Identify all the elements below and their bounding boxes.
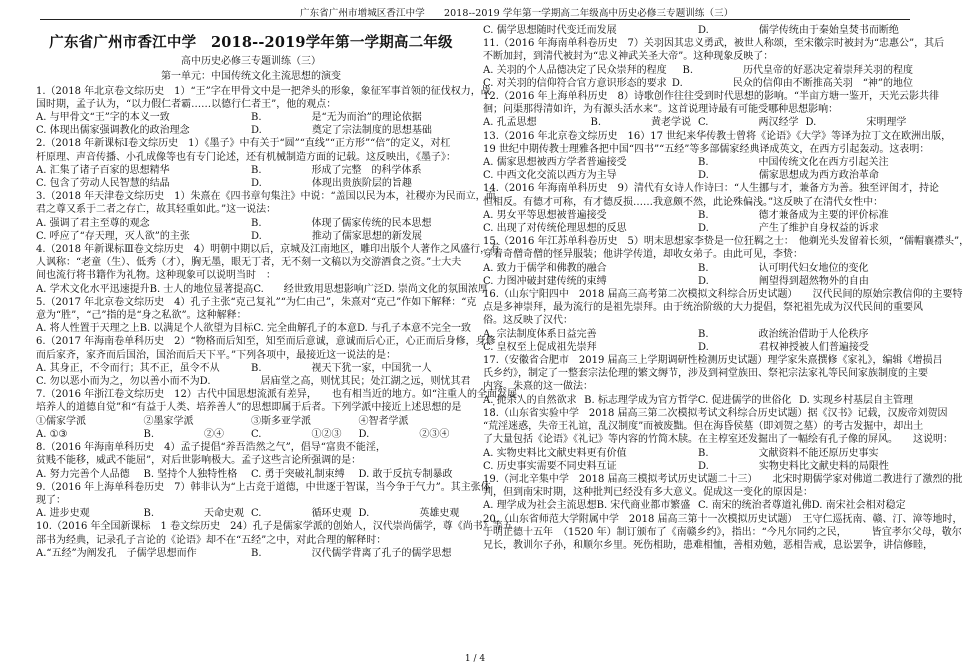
answer-option: C. 经世致用思想影响广泛	[253, 283, 384, 295]
answer-option: D. 崇尚文化的氛围浓厚	[383, 283, 488, 295]
question-text-line: 徊；问渠那得清如许，为有源头活水来”。这首说理诗最有可能受哪种思想影响：	[483, 104, 839, 116]
answer-option: D. 体现出贵族阶层的旨趣	[251, 178, 412, 190]
answer-option: ④智者学派	[358, 415, 409, 427]
answer-option: B. 标志理学成为官方哲学	[584, 394, 698, 406]
answer-option: B. 视天下犹一家，中国犹一人	[251, 362, 432, 374]
answer-options-row	[483, 64, 913, 77]
answer-options-row	[36, 177, 466, 190]
answer-option: C. 体现出儒家强调教化的政治理念	[36, 125, 190, 137]
question-text-line: 7.（2016 年浙江卷文综历史 12）古代中国思想流派有差异， 也有相当近的地方。如“注重人的全面发展、	[36, 389, 528, 401]
answer-option: B. 文献资料不能还原历史事实	[698, 447, 879, 459]
answer-option: B. ②④	[143, 428, 225, 440]
question-text-line: 4.（2018 年新课标Ⅲ卷文综历史 4）明朝中期以后，京城及江南地区，雕印出版个人著作之风盛行，有	[36, 244, 501, 256]
answer-option: C. ①②③	[251, 428, 342, 440]
answer-option: B. 士人的地位显著提高	[149, 283, 254, 295]
question-text-line: 12.（2016 年上海单科历史 8）诗歌创作往往受到时代思想的影响。“半亩方塘一鉴开，天光云影共徘	[483, 91, 940, 103]
answer-option: D. 阐望得到超然物外的自由	[698, 275, 869, 287]
answer-options-row	[483, 328, 913, 341]
question-text-line: 14.（2016 年海南单科历史 9）清代有女诗人作诗曰：“人生挪与才，兼备方为善。独至评闺才，持论	[483, 183, 940, 195]
unit-heading: 第一单元：中国传统文化主流思想的演变	[161, 71, 341, 83]
answer-option: B. 黄老学说	[590, 117, 692, 129]
answer-options-row	[483, 275, 913, 288]
answer-option: D. 南宋社会相对稳定	[811, 500, 906, 512]
question-text-line: 于明正德十五年 （1520 年）制订颁布了《南赣乡约》，指出：“今凡尔同约之民， 皆宜孝尔父母，敬尔	[483, 526, 962, 538]
answer-option: A. 强调了君主至尊的观念	[36, 217, 150, 229]
answer-option: D. 儒学传统由于秦始皇焚书而断绝	[698, 25, 899, 36]
answer-options-row	[36, 217, 466, 230]
page-number: 1 / 4	[464, 654, 486, 664]
answer-options-row	[36, 111, 466, 124]
question-text-line: 19.（河北辛集中学 2018 届高三模拟考试历史试题二十三） 北宋时期儒学家对佛道二教进行了激烈的批	[483, 473, 963, 485]
answer-option: A. 男女平等思想被普遍接受	[483, 209, 607, 221]
question-text-line: 而后家齐，家齐而后国治，国治而后天下平。”下列各项中，最接近这一说法的是：	[36, 349, 397, 361]
question-text-line: 氏乡约》，制定了一整套宗法伦理的繁文缛节，涉及到祠堂族田、祭祀宗法家礼等民间家族制度的主要	[483, 368, 928, 380]
page-header: 广东省广州市增城区香江中学 2018--2019 学年第一学期高二年级高中历史必修三专题训练（三）	[300, 8, 734, 19]
question-text-line: 现了：	[36, 494, 66, 506]
right-question-list	[483, 24, 969, 552]
question-text-line: 不断加封，到清代被封为“忠义神武关圣大帝”。这种现象反映了：	[483, 51, 774, 63]
answer-option: A. 学术文化水平迅速提升	[36, 283, 150, 295]
answer-option: D. 奠定了宗法制度的思想基础	[251, 125, 432, 137]
answer-options-row	[36, 547, 466, 560]
answer-option: B. 天命史观	[143, 508, 245, 520]
answer-options-row	[36, 507, 466, 520]
question-text-line: 13.（2016 年北京卷文综历史 16）17 世纪来华传教士曾将《论语》《大学》等译为拉丁文在欧洲出版，	[483, 130, 952, 142]
question-text-line: 15.（2016 年江苏单科卷历史 5）明末思想家李贽是一位狂羁之士： 他剃光头发留着长须，“儒帽襄襟头”，	[483, 236, 969, 248]
answer-option: C. 循环史观	[251, 508, 352, 520]
answer-option: B. 坚持个人独特性格	[143, 468, 238, 480]
question-text-line: 俗。这反映了汉代：	[483, 315, 573, 327]
answer-option: D. 民众的信仰由不断推高关羽 “神”的地位	[671, 77, 913, 89]
answer-option: ①儒家学派	[36, 415, 86, 427]
answer-option: A. ①③	[36, 428, 68, 440]
question-text-line: 20.（山东省师范大学附属中学 2018 届高三第十一次模拟历史试题） 王守仁巡抚南、赣、汀、漳等地时，	[483, 513, 963, 525]
answer-option: D. 宋明理学	[805, 117, 907, 129]
answer-options-row	[36, 124, 466, 137]
answer-option: D. 居庙堂之高，则忧其民；处江湖之远，则忧其君	[199, 376, 471, 388]
question-text-line: 穿着奇僧奇僧的怪异服装；他讲学传道，却收女弟子。由此可见，李贽：	[483, 249, 803, 261]
answer-option: ③斯多亚学派	[251, 415, 311, 427]
answer-options-row	[36, 362, 466, 375]
answer-option: C. 勿以恶小而为之，勿以善小而不为	[36, 376, 200, 388]
question-text-line: 16.（山东宁阳四中 2018 届高三高考第二次模拟文科综合历史试题） 汉代民间的原始宗教信仰的主要特	[483, 289, 963, 301]
question-text-line: 点是多神崇拜，最为流行的是祖先崇拜。由于统治阶级的大力提倡，祭祀祖先成为汉代民间的重要风	[483, 302, 923, 314]
answer-option: D. 产生了维护自身权益的诉求	[698, 223, 879, 235]
question-text-line: 意为“胜”，“己”指的是“身之私欲”。这种解释：	[36, 310, 247, 322]
answer-option: B. 德才兼备成为主要的评价标准	[698, 209, 889, 221]
answer-options-row	[483, 262, 913, 275]
answer-option: C. 皇权至上促成祖先崇拜	[483, 341, 597, 353]
question-text-line: 1.（2018 年北京卷文综历史 1）“王”字在甲骨文中是一把斧头的形象，象征军事首领的征伐权力，战	[36, 85, 491, 97]
answer-option: B. 政治统治借助于人伦秩序	[698, 328, 869, 340]
answer-option: B. 中国传统文化在西方引起关注	[698, 157, 889, 169]
question-text-line: 19 世纪中期传教士理雅各把中国“四书”“五经”等多部儒家经典译成英文，在西方引起轰动。这表明：	[483, 143, 930, 155]
exam-title: 广东省广州市香江中学 2018--2019学年第一学期高二年级	[49, 34, 453, 51]
answer-option: C. 历史事实需要不同史料互证	[483, 460, 617, 472]
question-text-line: 判，但到南宋时期，这种批判已经没有多大意义。促成这一变化的原因是：	[483, 487, 813, 499]
question-text-line: 内容。朱熹的这一做法：	[483, 381, 593, 393]
answer-option: B. 以满足个人欲望为目标	[139, 323, 254, 335]
answer-options-row	[483, 209, 913, 222]
answer-options-row	[483, 169, 913, 182]
question-text-line: 3.（2018 年天津卷文综历史 1）朱熹在《四书章句集注》中说：“盖国以民为本，社稷亦为民而立，而	[36, 191, 496, 203]
answer-option: A.“五经”为阐发孔 子儒学思想而作	[36, 547, 197, 559]
answer-options-row	[483, 460, 913, 473]
answer-option: C. 出现了对传统伦理思想的反思	[483, 223, 627, 235]
question-text-line: 人讽称：“老童（生）、低秀（才），胸无墨，眼无丁者，无不刻一文稿以为交游酒食之资。”士大夫	[36, 257, 462, 269]
question-text-line: 间也流行将书籍作为礼物。这种现象可以说明当时 ：	[36, 270, 276, 282]
answer-option: A. 孔孟思想	[483, 117, 537, 129]
question-text-line: 了大量包括《论语》《礼记》等内容的竹简木牍。在主椁室还发掘出了一幅绘有孔子像的屏风。 这说明：	[483, 434, 953, 446]
right-column	[483, 24, 969, 552]
header-divider	[40, 19, 910, 20]
question-text-line: 18.（山东省实验中学 2018 届高三第二次模拟考试文科综合历史试题）据《汉书》记载，汉废帝刘贺因	[483, 407, 948, 419]
answer-options-row	[36, 230, 466, 243]
question-text-line: “荒淫迷惑，失帝王礼谊，乱汉制度”而被废黜。但在海昏侯墓（即刘贺之墓）的考古发掘中，却出土	[483, 421, 924, 433]
answer-options-row	[483, 222, 913, 235]
answer-option: C. 儒学思想随时代变迁而发展	[483, 25, 617, 36]
answer-options-row	[36, 164, 466, 177]
answer-options-row	[36, 468, 466, 481]
answer-option: D. 英雄史观	[358, 508, 460, 520]
question-text-line: 8.（2016 年海南单科历史 4）孟子提倡“养吾浩然之气”，倡导“富贵不能淫，	[36, 442, 386, 454]
answer-option: A. 实物史料比文献史料更有价值	[483, 447, 627, 459]
answer-option: D. 实物史料比文献史料的局限性	[698, 460, 889, 472]
question-text-line: 杆原理、声音传播、小孔成像等也有专门论述，还有机械制造方面的记载。这反映出，《墨子》：	[36, 151, 456, 163]
answer-options-row	[483, 341, 913, 354]
answer-option: A. 理学成为社会主流思想	[483, 500, 597, 512]
question-text-line: 2.（2018 年新课标Ⅰ卷文综历史 1）《墨子》中有关于“圆”“直线”“正方形”“倍”的定义，对杠	[36, 138, 451, 150]
answer-option: C. 力图冲破封建传统的束缚	[483, 275, 607, 287]
answer-option: D. 实现乡村基层自主管理	[798, 394, 913, 406]
answer-options-row	[36, 428, 466, 441]
answer-options-row	[483, 24, 913, 37]
answer-option: A. 宗法制度体系日益完善	[483, 328, 597, 340]
answer-option: C. 南宋的统治者尊道礼佛	[697, 500, 812, 512]
answer-option: B. 体现了儒家传统的民本思想	[251, 217, 432, 229]
answer-option: A. 其身正，不令而行；其不正，虽令不从	[36, 362, 220, 374]
answer-option: C. 对关羽的信仰符合官方意识形态的要求	[483, 77, 667, 89]
answer-options-row	[36, 322, 471, 335]
answer-option: A. 致力于儒学和佛教的融合	[483, 262, 607, 274]
answer-option: A. 与甲骨文“王”字的本义一致	[36, 112, 170, 124]
answer-option: A. 关羽的个人品德决定了民众崇拜的程度	[483, 64, 667, 76]
answer-option: D. 敢于反抗专制暴政	[358, 468, 453, 480]
answer-option: A. 汇集了诸子百家的思想精华	[36, 164, 170, 176]
answer-option: D. 与孔子本意不完全一致	[356, 323, 471, 335]
answer-options-row	[483, 116, 913, 129]
answer-option: D. 儒家思想成为西方政治革命	[698, 170, 879, 182]
question-text-line: 培养人的道德自觉”和“有益于人类、培养善人”的思想即属于后者。下列学派中接近上述思想的是 ：	[36, 402, 502, 414]
question-text-line: 贫贱不能移，威武不能屈”，对后世影响极大。孟子这些言论所强调的是：	[36, 455, 362, 467]
answer-option: A. 儒家思想被西方学者普遍接受	[483, 157, 627, 169]
answer-option: C. 呼应了“存天理，灭人欲”的主张	[36, 230, 190, 242]
answer-option: B. 形成了完整 的科学体系	[251, 164, 422, 176]
answer-option: C. 中西文化交流以西方为主导	[483, 170, 617, 182]
answer-option: B. 历代皇帝的好恶决定着崇拜关羽的程度	[682, 64, 913, 76]
exam-subtitle: 高中历史必修三专题训练（三）	[181, 56, 321, 68]
answer-options-row	[36, 415, 466, 428]
question-text-line: 11.（2016 年海南单科卷历史 7）关羽因其忠义勇武，被世人称颂，至宋徽宗时被封为“忠惠公”，其后	[483, 38, 945, 50]
answer-option: B. 认可明代妇女地位的变化	[698, 262, 869, 274]
question-text-line: 10.（2016 年全国新课标 1 卷文综历史 24）孔子是儒家学派的创始人，汉代崇尚儒学，尊《尚书》等五	[36, 521, 513, 533]
answer-options-row	[483, 77, 913, 90]
answer-option: D. 君权神授被人们普遍接受	[698, 341, 869, 353]
question-text-line: 9.（2016 年上海单科卷历史 7）韩非认为“上古竞于道德，中世逐于智谋，当今争于气力”。其主张体	[36, 481, 491, 493]
answer-option: C. 两汉经学	[698, 117, 799, 129]
question-text-line: 兄长，教训尔子孙，和顺尔乡里。死伤相助，患难相恤，善相劝勉，恶相告戒，息讼罢争，讲信修睦，	[483, 539, 933, 551]
answer-options-row	[36, 283, 488, 296]
question-text-line: 国时期，孟子认为，“以力假仁者霸……以德行仁者王”，他的观点：	[36, 98, 337, 110]
answer-option: D. 推动了儒家思想的新发展	[251, 230, 422, 242]
answer-option: A. 将人性置于天理之上	[36, 323, 140, 335]
answer-option: C. 包含了劳动人民智慧的结晶	[36, 178, 170, 190]
question-text-line: 部书为经典，记录孔子言论的《论语》却不在“五经”之中，对此合理的解释时：	[36, 534, 387, 546]
answer-options-row	[483, 156, 913, 169]
answer-option: C. 勇于突破礼制束缚	[251, 468, 345, 480]
answer-options-row	[483, 499, 913, 512]
answer-option: A. 进步史观	[36, 508, 90, 520]
answer-option: C. 促进儒学的世俗化	[697, 394, 792, 406]
answer-options-row	[36, 375, 471, 388]
answer-option: B. 是“无为而治”的理论依据	[251, 112, 422, 124]
answer-option: A. 努力完善个人品德	[36, 468, 130, 480]
answer-option: A. 扼杀人的自然欲求	[483, 394, 577, 406]
answer-option: D. ②③④	[358, 428, 450, 440]
answer-options-row	[483, 394, 913, 407]
question-text-line: 君之尊又系于二者之存亡，故其轻重如此。”这一说法：	[36, 204, 277, 216]
answer-option: B. 汉代儒学背离了孔子的儒学思想	[251, 547, 452, 559]
question-text-line: 17.（安徽省合肥市 2019 届高三上学期调研性检测历史试题）理学家朱熹撰修《家礼》，编辑《增损吕	[483, 355, 943, 367]
question-text-line: 6.（2017 年海南卷单科历史 2）“物格而后知至，知至而后意诚，意诚而后心正，心正而后身修，身修	[36, 336, 496, 348]
question-text-line: 恒相反。有德才可称，有才德反损……我意颇不然，此论殊偏浅。”这反映了在清代女性中：	[483, 196, 884, 208]
question-text-line: 5.（2017 年北京卷文综历史 4）孔子主张“克己复礼”“为仁由己”，朱熹对“克己”作如下解释：“克	[36, 296, 477, 308]
answer-options-row	[483, 447, 913, 460]
answer-option: C. 完全曲解孔子的本意	[253, 323, 357, 335]
answer-option: B. 宋代商业都市繁盛	[596, 500, 691, 512]
answer-option: ②墨家学派	[143, 415, 194, 427]
